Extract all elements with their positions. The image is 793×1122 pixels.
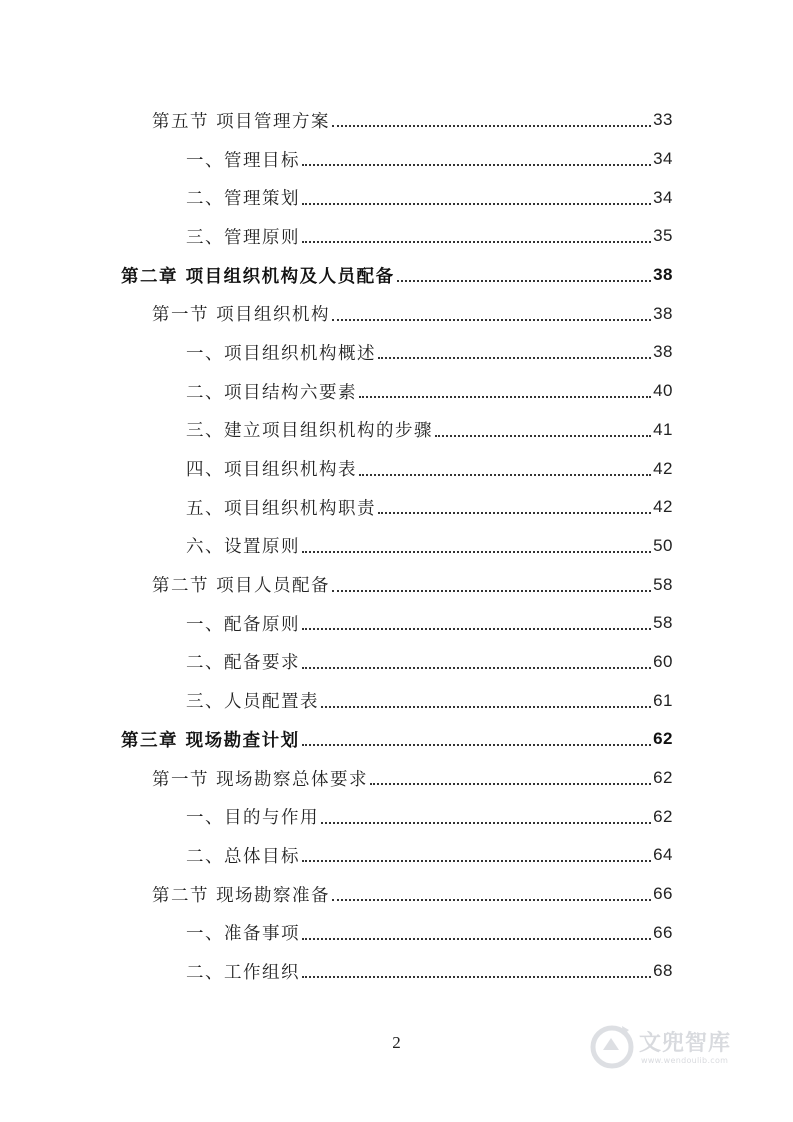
table-of-contents [0,101,793,991]
toc-entry-page-number: 62 [653,806,673,826]
toc-entry-page-number: 38 [653,265,673,285]
toc-entry[interactable] [0,797,673,836]
toc-entry[interactable] [0,140,673,179]
toc-entry[interactable] [0,720,673,759]
toc-entry-title: 六、设置原则 [186,537,300,558]
toc-entry-page-number: 34 [653,187,673,207]
toc-entry-page-number: 61 [653,690,673,710]
toc-dot-leader [321,706,651,708]
toc-dot-leader [378,357,651,359]
toc-entry-title: 二、项目结构六要素 [186,382,357,403]
toc-dot-leader [435,435,651,437]
toc-entry-page-number: 62 [653,768,673,788]
toc-entry-title: 第二节 现场勘察准备 [152,885,331,906]
toc-entry[interactable] [0,913,673,952]
toc-dot-leader [332,125,651,127]
toc-dot-leader [302,976,651,978]
toc-entry-title: 一、准备事项 [186,924,300,945]
toc-dot-leader [302,744,651,746]
toc-dot-leader [302,164,651,166]
toc-dot-leader [302,628,651,630]
watermark [589,1016,769,1076]
toc-entry-page-number: 34 [653,149,673,169]
toc-entry[interactable] [0,952,673,991]
toc-entry-title: 三、管理原则 [186,227,300,248]
toc-entry-title: 一、目的与作用 [186,808,319,829]
toc-entry-page-number: 33 [653,110,673,130]
toc-entry-title: 第三章 现场勘查计划 [121,730,300,751]
toc-entry-page-number: 35 [653,226,673,246]
toc-entry-page-number: 66 [653,884,673,904]
toc-dot-leader [332,319,651,321]
toc-dot-leader [302,241,651,243]
toc-dot-leader [359,396,651,398]
toc-entry-title: 二、工作组织 [186,962,300,983]
toc-entry-page-number: 42 [653,497,673,517]
wendou-logo-icon [589,1020,635,1072]
toc-dot-leader [359,474,651,476]
toc-entry[interactable] [0,527,673,566]
toc-dot-leader [332,590,651,592]
toc-entry[interactable] [0,372,673,411]
toc-entry-title: 二、管理策划 [186,189,300,210]
toc-entry-page-number: 58 [653,574,673,594]
toc-dot-leader [397,280,651,282]
toc-dot-leader [321,822,651,824]
toc-entry[interactable] [0,604,673,643]
toc-entry-page-number: 64 [653,845,673,865]
toc-entry-page-number: 42 [653,458,673,478]
toc-entry[interactable] [0,333,673,372]
toc-entry[interactable] [0,449,673,488]
toc-entry-page-number: 38 [653,303,673,323]
toc-entry[interactable] [0,101,673,140]
page-number: 2 [392,1033,401,1052]
toc-entry[interactable] [0,488,673,527]
toc-entry-title: 第五节 项目管理方案 [152,111,331,132]
toc-dot-leader [302,203,651,205]
toc-entry[interactable] [0,643,673,682]
toc-entry-page-number: 58 [653,613,673,633]
toc-entry[interactable] [0,178,673,217]
toc-entry[interactable] [0,759,673,798]
toc-entry-title: 三、人员配置表 [186,692,319,713]
toc-entry-title: 二、配备要求 [186,653,300,674]
toc-entry-title: 第二章 项目组织机构及人员配备 [121,266,395,287]
toc-entry-title: 二、总体目标 [186,846,300,867]
toc-entry[interactable] [0,681,673,720]
toc-entry-page-number: 41 [653,419,673,439]
toc-entry-title: 三、建立项目组织机构的步骤 [186,421,433,442]
toc-dot-leader [302,860,651,862]
toc-entry[interactable] [0,294,673,333]
watermark-url: www.wendoulib.com [641,1056,729,1065]
toc-entry[interactable] [0,565,673,604]
toc-entry-page-number: 40 [653,381,673,401]
toc-entry-title: 一、管理目标 [186,150,300,171]
toc-entry-title: 第二节 项目人员配备 [152,576,331,597]
toc-entry-title: 五、项目组织机构职责 [186,498,376,519]
toc-dot-leader [302,551,651,553]
toc-entry-page-number: 68 [653,961,673,981]
toc-entry[interactable] [0,411,673,450]
toc-dot-leader [302,938,651,940]
toc-entry-title: 四、项目组织机构表 [186,460,357,481]
toc-entry[interactable] [0,875,673,914]
toc-entry[interactable] [0,217,673,256]
toc-entry-title: 第一节 项目组织机构 [152,305,331,326]
toc-dot-leader [302,667,651,669]
toc-entry[interactable] [0,256,673,295]
toc-entry-page-number: 50 [653,535,673,555]
toc-dot-leader [332,899,651,901]
toc-entry-title: 一、项目组织机构概述 [186,343,376,364]
toc-entry-title: 第一节 现场勘察总体要求 [152,769,369,790]
toc-entry-page-number: 60 [653,651,673,671]
toc-dot-leader [370,783,651,785]
toc-dot-leader [378,512,651,514]
toc-entry-page-number: 62 [653,729,673,749]
toc-entry-page-number: 66 [653,922,673,942]
toc-entry-page-number: 38 [653,342,673,362]
toc-entry[interactable] [0,836,673,875]
watermark-text: 文兜智库 [639,1031,732,1056]
toc-entry-title: 一、配备原则 [186,614,300,635]
